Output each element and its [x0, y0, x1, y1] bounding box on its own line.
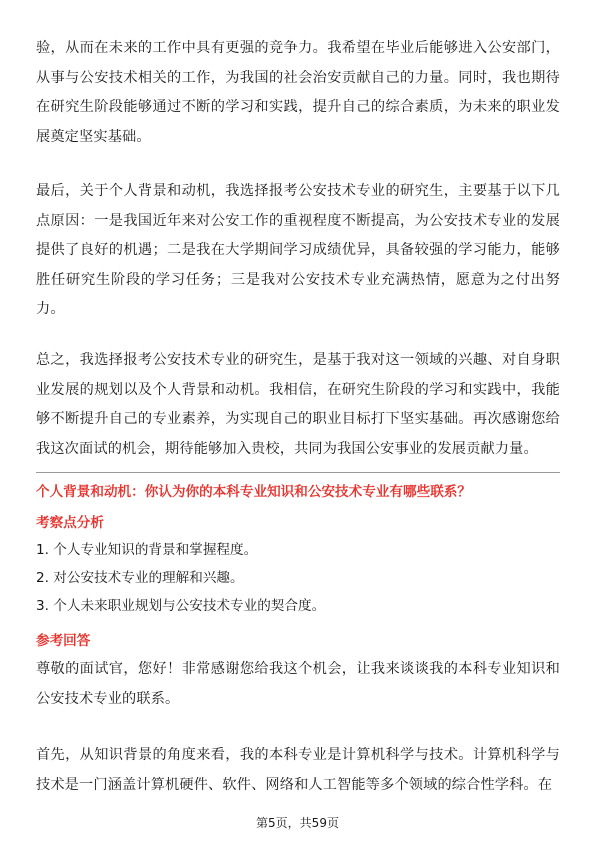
body-paragraph: 最后，关于个人背景和动机，我选择报考公安技术专业的研究生，主要基于以下几点原因：一是我国近年来对公安工作的重视程度不断提高，为公安技术专业的发展提供了良好的机遇；二是我在大学期间学习成绩优异，具备较强的学习能力，能够胜任研究生阶段的学习任务；三是我对公安技术专业充满热情，愿意为之付出努力。: [36, 183, 560, 317]
analysis-heading: 考察点分析: [36, 515, 104, 531]
answer-heading: 参考回答: [36, 633, 91, 649]
answer-paragraph: 尊敬的面试官，您好！非常感谢您给我这个机会，让我来谈谈我的本科专业知识和公安技术专业的联系。: [36, 661, 560, 707]
page-footer: 第5页，共59页: [256, 816, 339, 830]
analysis-item: 3. 个人未来职业规划与公安技术专业的契合度。: [36, 598, 326, 614]
section-divider: [36, 472, 560, 473]
analysis-item: 1. 个人专业知识的背景和掌握程度。: [36, 542, 258, 558]
body-paragraph: 总之，我选择报考公安技术专业的研究生，是基于我对这一领域的兴趣、对自身职业发展的规划以及个人背景和动机。我相信，在研究生阶段的学习和实践中，我能够不断提升自己的专业素养，为实现自己的职业目标打下坚实基础。再次感谢您给我这次面试的机会，期待能够加入贵校，共同为我国公安事业的发展贡献力量。: [36, 352, 560, 457]
answer-paragraph: 首先，从知识背景的角度来看，我的本科专业是计算机科学与技术。计算机科学与技术是一门涵盖计算机硬件、软件、网络和人工智能等多个领域的综合性学科。在: [36, 747, 560, 793]
question-heading: 个人背景和动机：你认为你的本科专业知识和公安技术专业有哪些联系？: [36, 484, 471, 500]
analysis-item: 2. 对公安技术专业的理解和兴趣。: [36, 570, 244, 586]
body-paragraph: 验，从而在未来的工作中具有更强的竞争力。我希望在毕业后能够进入公安部门，从事与公安技术相关的工作，为我国的社会治安贡献自己的力量。同时，我也期待在研究生阶段能够通过不断的学习和实践，提升自己的综合素质，为未来的职业发展奠定坚实基础。: [36, 40, 560, 145]
